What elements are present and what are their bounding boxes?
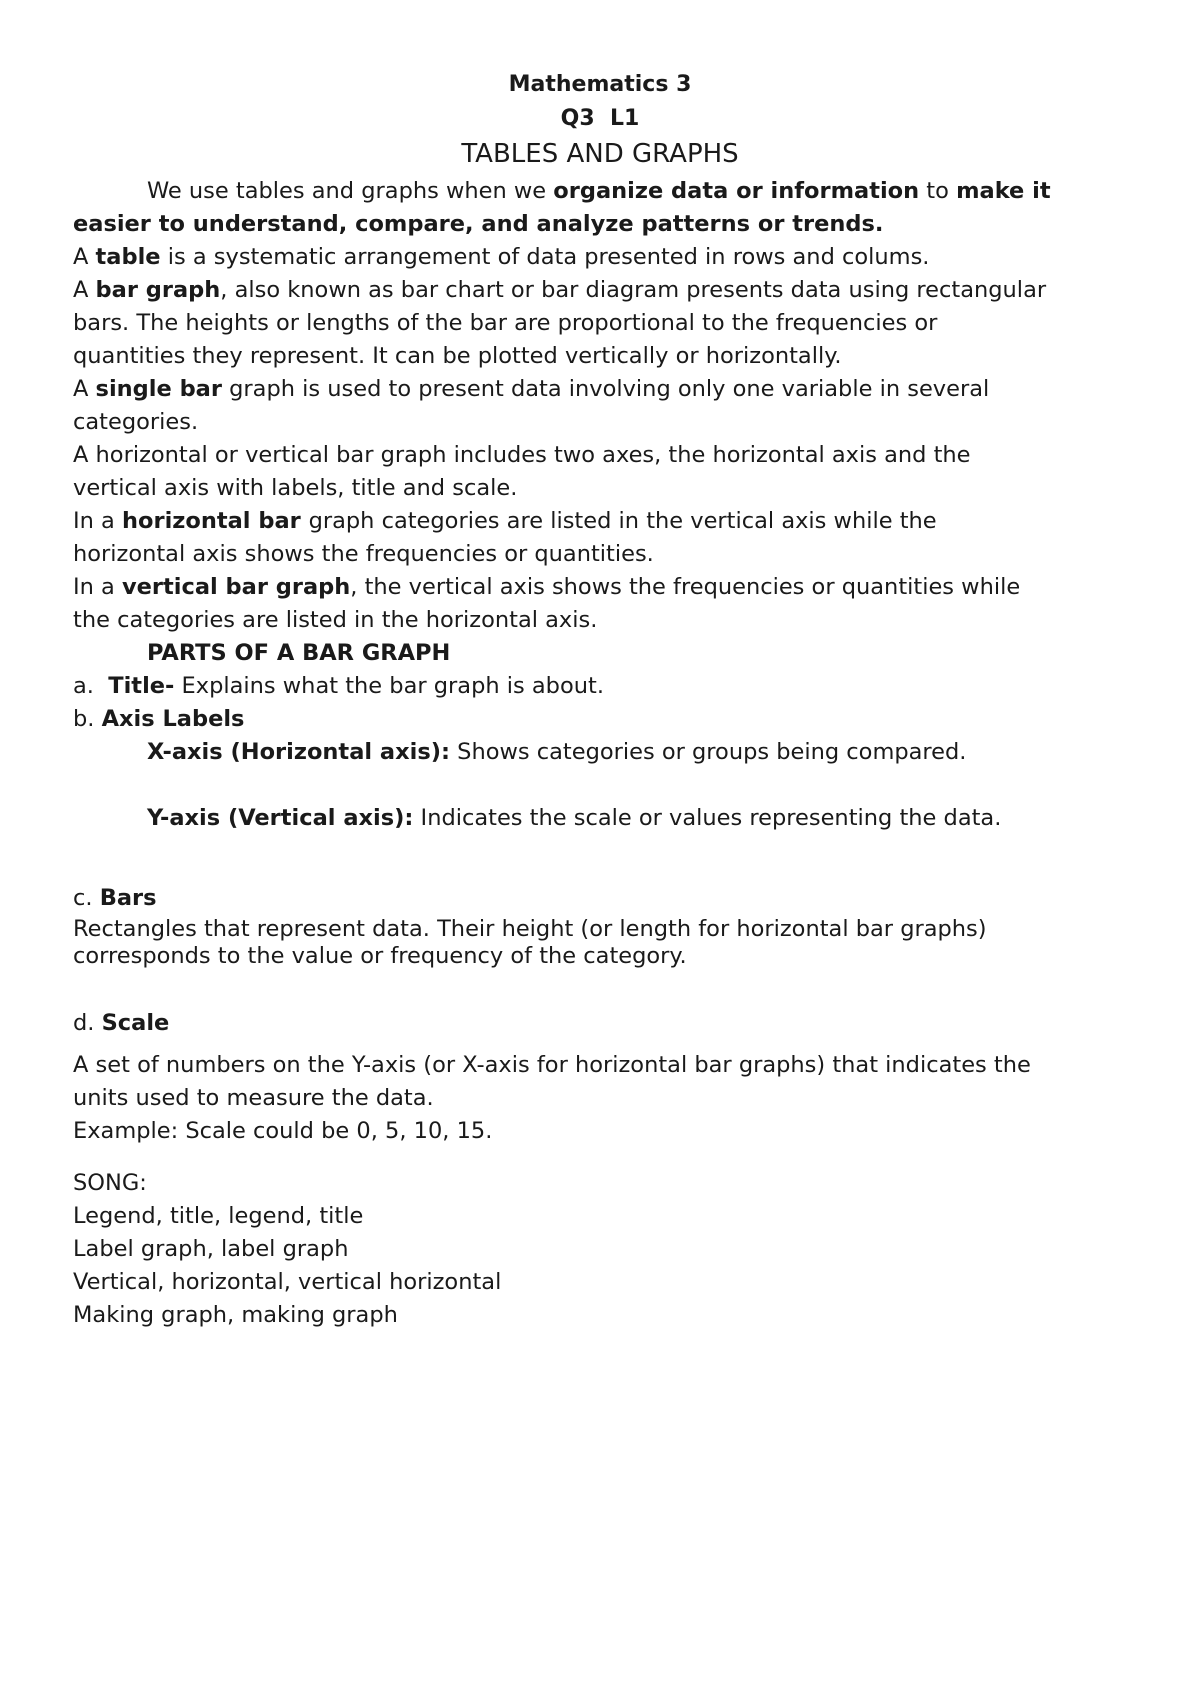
bar-graph-definition-2: bars. The heights or lengths of the bar are proportional to the frequencies or <box>73 310 938 336</box>
axes-definition-2: vertical axis with labels, title and scale. <box>73 475 518 501</box>
song-section <box>73 1167 501 1332</box>
part-c-text-1: Rectangles that represent data. Their height (or length for horizontal bar graphs) <box>73 916 987 942</box>
song-line: Making graph, making graph <box>73 1302 398 1328</box>
part-d-text-1: A set of numbers on the Y-axis (or X-axis for horizontal bar graphs) that indicates the <box>73 1052 1031 1078</box>
part-b-axis-labels: b. Axis Labels <box>73 706 245 732</box>
vertical-bar-definition-2: the categories are listed in the horizontal axis. <box>73 607 598 633</box>
song-heading: SONG: <box>73 1170 147 1196</box>
intro-section <box>73 175 1133 835</box>
table-definition: A table is a systematic arrangement of data presented in rows and colums. <box>73 244 930 270</box>
part-d-heading: d. Scale <box>73 1010 170 1036</box>
bar-graph-definition-1: A bar graph, also known as bar chart or bar diagram presents data using rectangular <box>73 277 1047 303</box>
lesson-code: Q3 L1 <box>560 106 640 131</box>
intro-line-1: We use tables and graphs when we organize data or information to make it <box>147 178 1051 204</box>
part-d-example: Example: Scale could be 0, 5, 10, 15. <box>73 1118 493 1144</box>
part-a-title: a. Title- Explains what the bar graph is about. <box>73 673 604 699</box>
part-c-heading: c. Bars <box>73 885 157 911</box>
part-c-bars <box>73 885 987 970</box>
single-bar-definition-1: A single bar graph is used to present data involving only one variable in several <box>73 376 990 402</box>
page-title: TABLES AND GRAPHS <box>461 139 739 169</box>
horizontal-bar-definition-2: horizontal axis shows the frequencies or quantities. <box>73 541 654 567</box>
part-d-text-2: units used to measure the data. <box>73 1085 434 1111</box>
horizontal-bar-definition-1: In a horizontal bar graph categories are listed in the vertical axis while the <box>73 508 937 534</box>
vertical-bar-definition-1: In a vertical bar graph, the vertical axis shows the frequencies or quantities while <box>73 574 1021 600</box>
single-bar-definition-2: categories. <box>73 409 199 435</box>
bar-graph-definition-3: quantities they represent. It can be plotted vertically or horizontally. <box>73 343 842 369</box>
subject-heading: Mathematics 3 <box>508 72 692 97</box>
song-line: Vertical, horizontal, vertical horizontal <box>73 1269 502 1295</box>
x-axis-description: X-axis (Horizontal axis): Shows categories or groups being compared. <box>147 739 967 765</box>
intro-line-2: easier to understand, compare, and analyze patterns or trends. <box>73 211 884 237</box>
axes-definition-1: A horizontal or vertical bar graph includes two axes, the horizontal axis and the <box>73 442 971 468</box>
song-line: Legend, title, legend, title <box>73 1203 364 1229</box>
part-c-text-2: corresponds to the value or frequency of the category. <box>73 943 687 969</box>
song-line: Label graph, label graph <box>73 1236 349 1262</box>
y-axis-description: Y-axis (Vertical axis): Indicates the scale or values representing the data. <box>147 805 1002 831</box>
spacer <box>73 769 1133 802</box>
parts-heading: PARTS OF A BAR GRAPH <box>147 640 451 666</box>
part-d-scale <box>73 1007 1031 1148</box>
